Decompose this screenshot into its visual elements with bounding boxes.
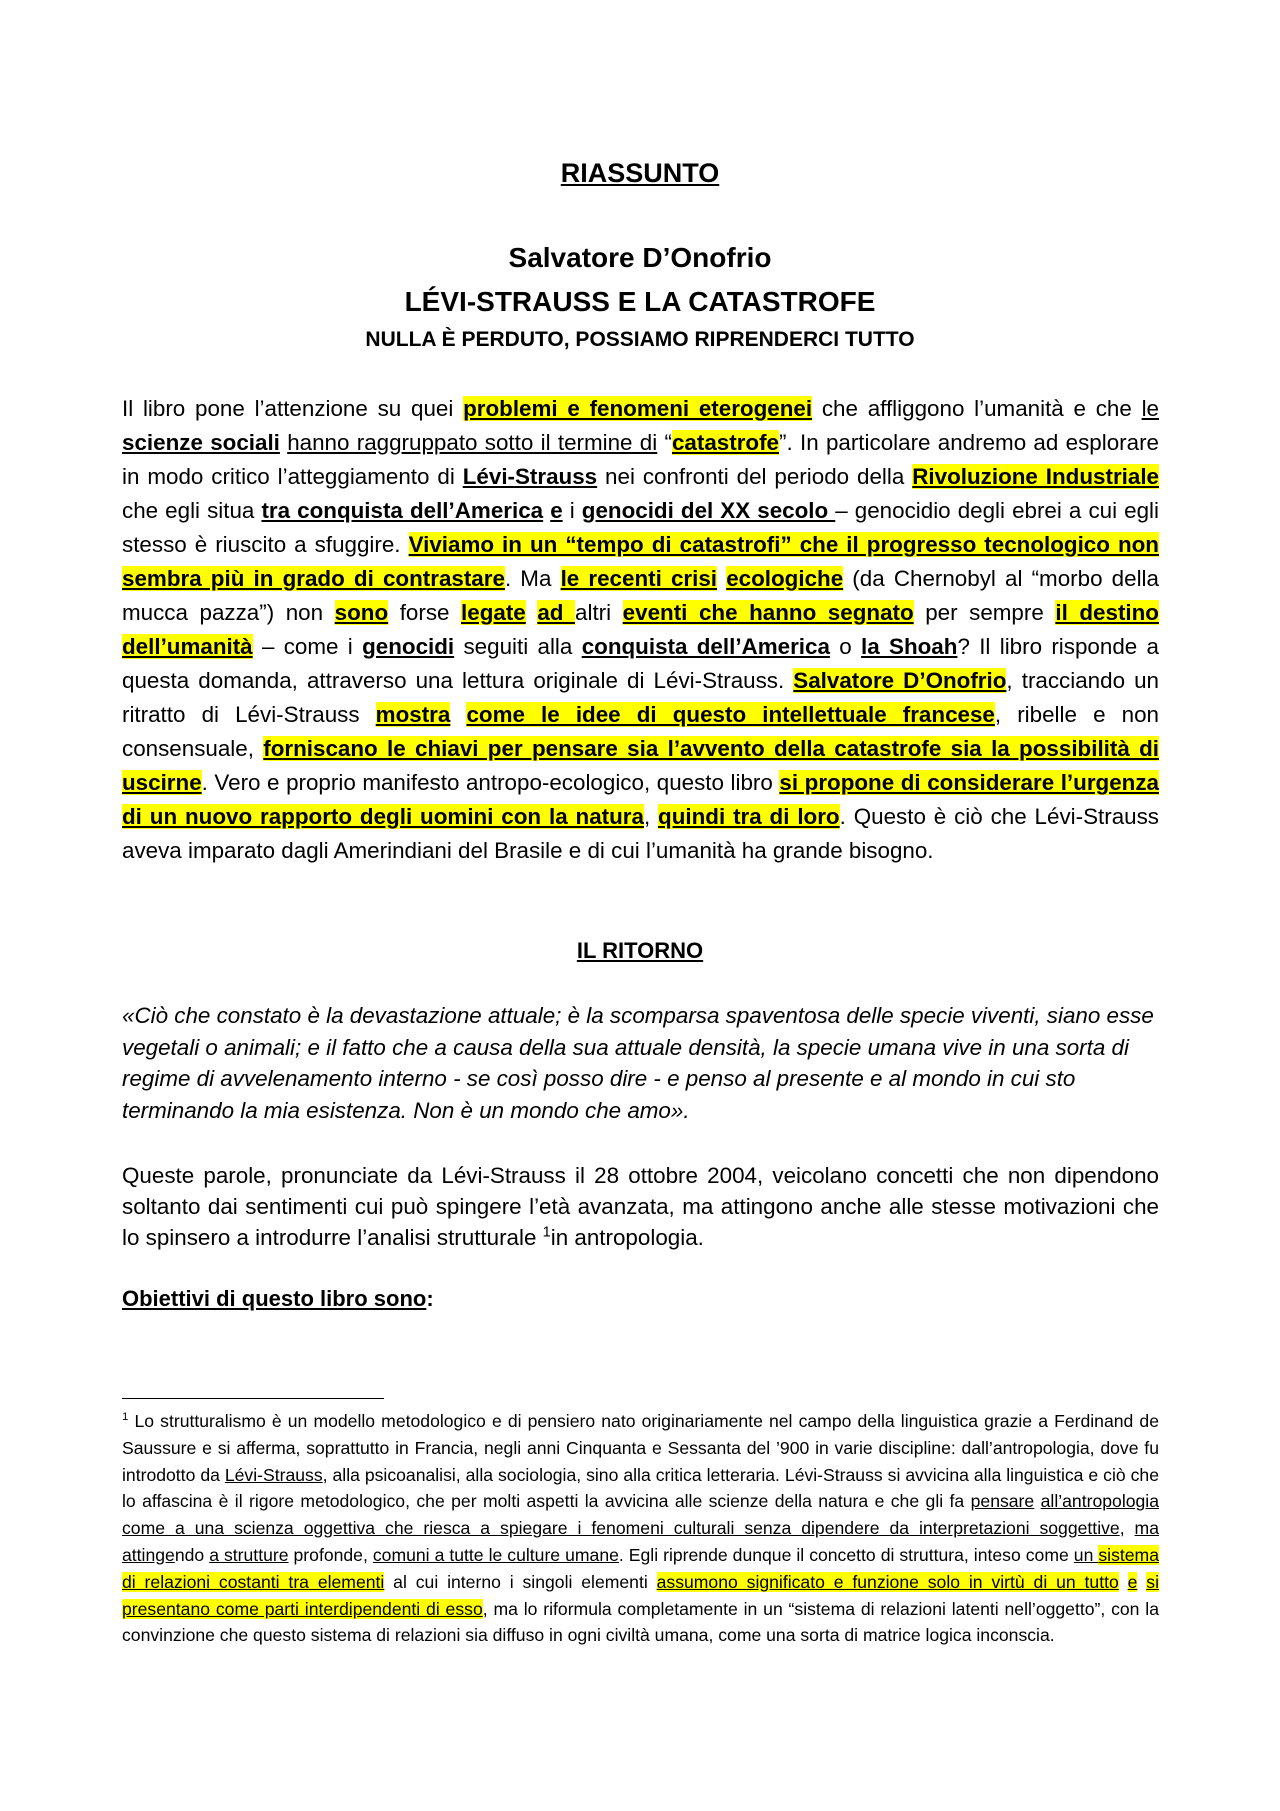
text-run [717,566,726,591]
text-run: conquista dell’America [581,634,830,659]
document-title: RIASSUNTO [560,158,720,188]
text-run: Lévi-Strauss [462,464,598,489]
highlighted-text: Salvatore D’Onofrio [793,668,1007,693]
text-run [1119,1572,1128,1592]
text-run: (da Chernobyl al “morbo della mucca pazza”) non [122,566,1159,625]
text-run: hanno raggruppato sotto il termine di [287,430,658,455]
text-run: e [550,498,563,523]
paragraph-text: Queste parole, pronunciate da Lévi-Strauss il 28 ottobre 2004, veicolano concetti che non dipendono soltanto dai sentimenti cui può spingere l’età avanzata, ma attingono anche alle stesse motivazioni che lo spinsero a introdurre l’analisi strutturale [122,1163,1159,1250]
text-run [450,702,466,727]
highlighted-text: forniscano le chiavi per pensare sia l’avvento della catastrofe sia la possibilità di uscirne [122,736,1160,795]
text-run: altri [575,600,623,625]
body-paragraph [122,1160,1159,1253]
text-run: tra conquista dell’America [261,498,544,523]
section-title: IL RITORNO [576,938,704,963]
text-run: le [1141,396,1159,421]
text-run: . Egli riprende dunque il concetto di struttura, inteso come [618,1544,1074,1565]
text-run: che affliggono l’umanità e che [812,396,1142,421]
text-run: genocidi del XX secolo [581,498,836,523]
text-run: genocidi [362,634,455,659]
objectives-label: Obiettivi di questo libro sono [122,1286,427,1311]
text-run: – come i [252,634,363,659]
highlighted-text: le recenti crisi [560,566,718,591]
highlighted-text: sono [334,600,389,625]
highlighted-text: catastrofe [671,430,780,455]
text-run: seguiti alla [454,634,582,659]
text-run: Lévi-Strauss [224,1464,323,1485]
book-subtitle: NULLA È PERDUTO, POSSIAMO RIPRENDERCI TUTTO [365,328,915,351]
objectives-colon: : [426,1286,434,1311]
text-run: , [1119,1518,1135,1539]
text-run: ndo [174,1544,210,1565]
highlighted-text: e [1127,1571,1138,1592]
text-run: forse [388,600,462,625]
text-run: , [643,804,659,829]
highlighted-text: Viviamo in un “tempo di catastrofi” che il progresso tecnologico non sembra più in grado di contrastare [122,532,1159,591]
highlighted-text: ecologiche [726,566,844,591]
highlighted-text: si propone di considerare l’urgenza di un nuovo rapporto degli uomini con la natura [122,770,1159,829]
highlighted-text: eventi che hanno segnato [622,600,914,625]
text-run: , ma lo riformula completamente in un “sistema di relazioni latenti nell’oggetto”, con la convinzione che questo sistema di relazioni sia diffuso in ogni civiltà umana, come una sorta di matrice logica inconscia. [122,1598,1159,1646]
text-run: la Shoah [861,634,958,659]
text-run: all’antropologia come a una scienza oggettiva che riesca a spiegare i fenomeni culturali senza dipendere da interpretazioni soggettive [122,1491,1159,1539]
highlighted-text: quindi tra di loro [658,804,840,829]
text-run: pensare [970,1491,1035,1512]
text-run: – genocidio degli ebrei a cui egli stesso è riuscito a sfuggire. [122,498,1159,557]
text-run: a strutture [209,1544,289,1565]
text-run: . Ma [504,566,561,591]
quote-paragraph: «Ciò che constato è la devastazione attuale; è la scomparsa spaventosa delle specie viventi, siano esse vegetali o animali; e il fatto che a causa della sua attuale densità, la specie umana vive in una sorta di regime di avvelenamento interno - se così posso dire - e penso al presente e al mondo in cui sto terminando la mia esistenza. Non è un mondo che amo». [122,1003,1154,1123]
text-run: Lo strutturalismo è un modello metodologico e di pensiero nato originariamente nel campo della linguistica grazie a Ferdinand de Saussure e si afferma, soprattutto in Francia, negli anni Cinquanta e Sessanta del ’900 in varie discipline: dall’antropologia, dove fu introdotto da [122,1411,1159,1485]
highlighted-text: assumono significato e funzione solo in virtù di un tutto [656,1571,1119,1592]
paragraph-text-end: in antropologia. [550,1225,704,1250]
text-run: profonde, [288,1544,373,1565]
footnote-separator [122,1398,384,1399]
text-run: i [562,498,582,523]
text-run: . Questo è ciò che Lévi-Strauss aveva imparato dagli Amerindiani del Brasile e di cui l’umanità ha grande bisogno. [122,804,1159,863]
text-run: che egli situa [122,498,262,523]
text-run: ma [1134,1518,1159,1539]
highlighted-text: ad [537,600,576,625]
highlighted-text: legate [461,600,526,625]
text-run: scienze sociali [122,430,280,455]
text-run: nei confronti del periodo della [597,464,913,489]
text-run: un [1073,1544,1099,1565]
text-run: per sempre [913,600,1056,625]
highlighted-text: come le idee di questo intellettuale francese [466,702,995,727]
text-run: ”. In particolare andremo ad esplorare in modo critico l’atteggiamento di [122,430,1159,489]
footnote-ref[interactable]: 1 [542,1224,551,1241]
highlighted-text: si presentano come parti interdipendenti di esso [122,1571,1159,1619]
footnote-number: 1 [122,1411,129,1424]
highlighted-text: problemi e fenomeni eterogenei [463,396,813,421]
footnote-text [122,1408,1159,1649]
objectives-heading [122,1286,434,1312]
text-run [526,600,538,625]
text-run: o [829,634,862,659]
text-run: attinge [122,1544,175,1565]
text-run: , ribelle e non consensuale, [122,702,1159,761]
text-run: comuni a tutte le culture umane [372,1544,619,1565]
highlighted-text: mostra [375,702,451,727]
highlighted-text: Rivoluzione Industriale [912,464,1160,489]
text-run: . Vero e proprio manifesto antropo-ecologico, questo libro [201,770,780,795]
text-run: , tracciando un ritratto di Lévi-Strauss [122,668,1160,727]
highlighted-text: il destino dell’umanità [122,600,1159,659]
book-title: LÉVI-STRAUSS E LA CATASTROFE [404,286,876,317]
intro-paragraph [122,392,1159,868]
text-run: al cui interno i singoli elementi [384,1571,657,1592]
text-run: Il libro pone l’attenzione su quei [122,396,464,421]
highlighted-text: sistema di relazioni costanti tra elementi [122,1544,1159,1592]
text-run: “ [657,430,672,455]
text-run [1137,1572,1146,1592]
text-run: , alla psicoanalisi, alla sociologia, sino alla critica letteraria. Lévi-Strauss si avvicina alla linguistica e ciò che lo affascina è il rigore metodologico, che per molti aspetti la avvicina alle scienze della natura e che gli fa [122,1464,1159,1512]
author-name: Salvatore D’Onofrio [508,242,772,273]
text-run: ? Il libro risponde a questa domanda, attraverso una lettura originale di Lévi-Strauss. [122,634,1159,693]
